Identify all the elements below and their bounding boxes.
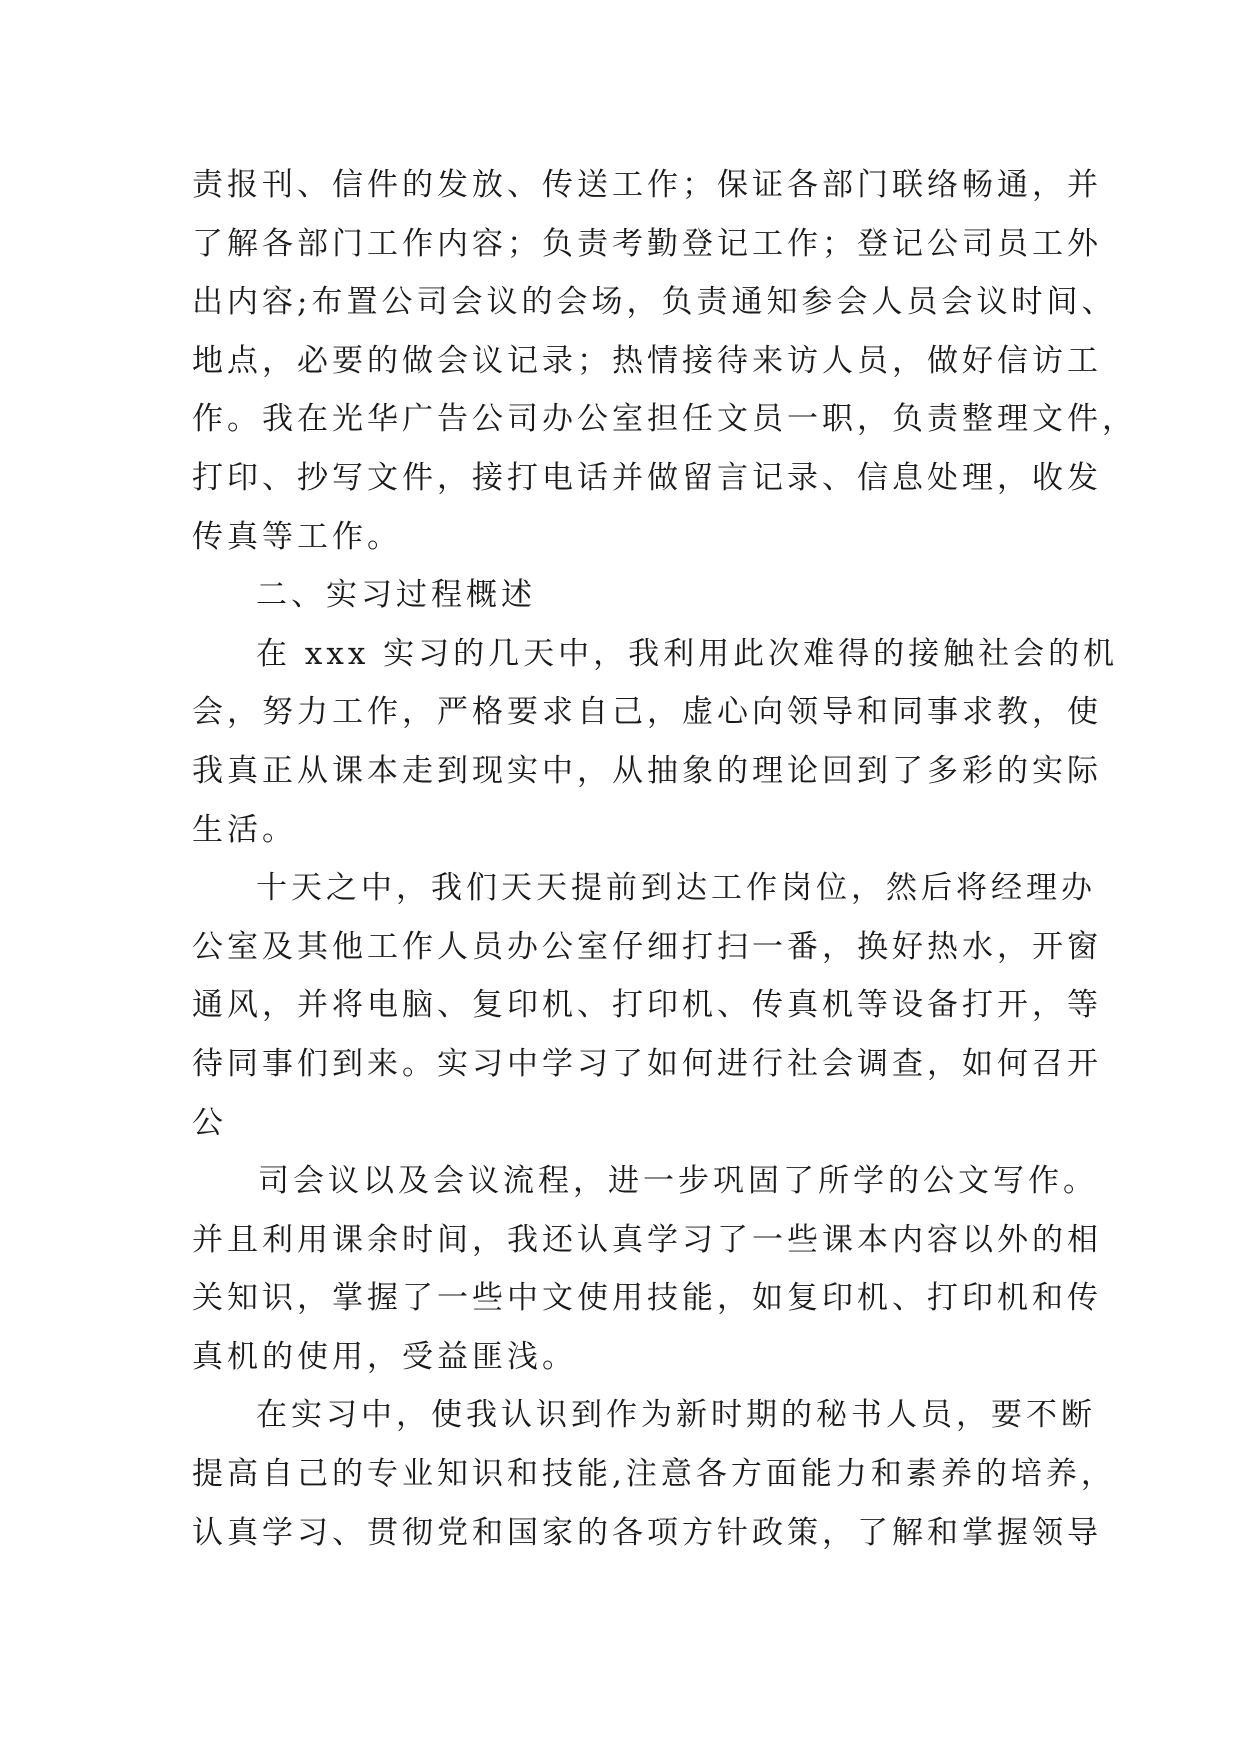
- text-line: 通风，并将电脑、复印机、打印机、传真机等设备打开，等: [192, 987, 1102, 1024]
- text-line: 并且利用课余时间，我还认真学习了一些课本内容以外的相: [192, 1221, 1102, 1258]
- text-line: 传真等工作。: [192, 518, 402, 555]
- text-line: 出内容;布置公司会议的会场，负责通知参会人员会议时间、: [192, 284, 1117, 321]
- text-line: 真机的使用，受益匪浅。: [192, 1338, 577, 1375]
- document-body: [192, 156, 1137, 1562]
- text-line: 作。我在光华广告公司办公室担任文员一职，负责整理文件，: [192, 401, 1137, 438]
- text-line: 地点，必要的做会议记录；热情接待来访人员，做好信访工: [192, 342, 1102, 379]
- text-line: 司会议以及会议流程，进一步巩固了所学的公文写作。: [258, 1163, 1098, 1200]
- text-line: 在实习中，使我认识到作为新时期的秘书人员，要不断: [256, 1397, 1096, 1434]
- text-line: 会，努力工作，严格要求自己，虚心向领导和同事求教，使: [192, 694, 1102, 731]
- text-line: 提高自己的专业知识和技能,注意各方面能力和素养的培养，: [192, 1456, 1116, 1493]
- text-line: 十天之中，我们天天提前到达工作岗位，然后将经理办: [256, 870, 1096, 907]
- text-line: 认真学习、贯彻党和国家的各项方针政策，了解和掌握领导: [192, 1514, 1102, 1551]
- section-heading: 二、实习过程概述: [256, 577, 536, 614]
- text-line: 了解各部门工作内容；负责考勤登记工作；登记公司员工外: [192, 225, 1102, 262]
- text-line: 公室及其他工作人员办公室仔细打扫一番，换好热水，开窗: [192, 928, 1102, 965]
- text-line: 打印、抄写文件，接打电话并做留言记录、信息处理，收发: [192, 459, 1102, 496]
- text-line: 生活。: [192, 811, 297, 848]
- text-line: 公: [192, 1104, 227, 1141]
- text-line: 待同事们到来。实习中学习了如何进行社会调查，如何召开: [192, 1045, 1102, 1082]
- text-line: 责报刊、信件的发放、传送工作；保证各部门联络畅通，并: [192, 167, 1102, 203]
- text-line: 我真正从课本走到现实中，从抽象的理论回到了多彩的实际: [192, 752, 1102, 789]
- text-line: 关知识，掌握了一些中文使用技能，如复印机、打印机和传: [192, 1280, 1102, 1317]
- text-line: 在 xxx 实习的几天中，我利用此次难得的接触社会的机: [256, 635, 1119, 672]
